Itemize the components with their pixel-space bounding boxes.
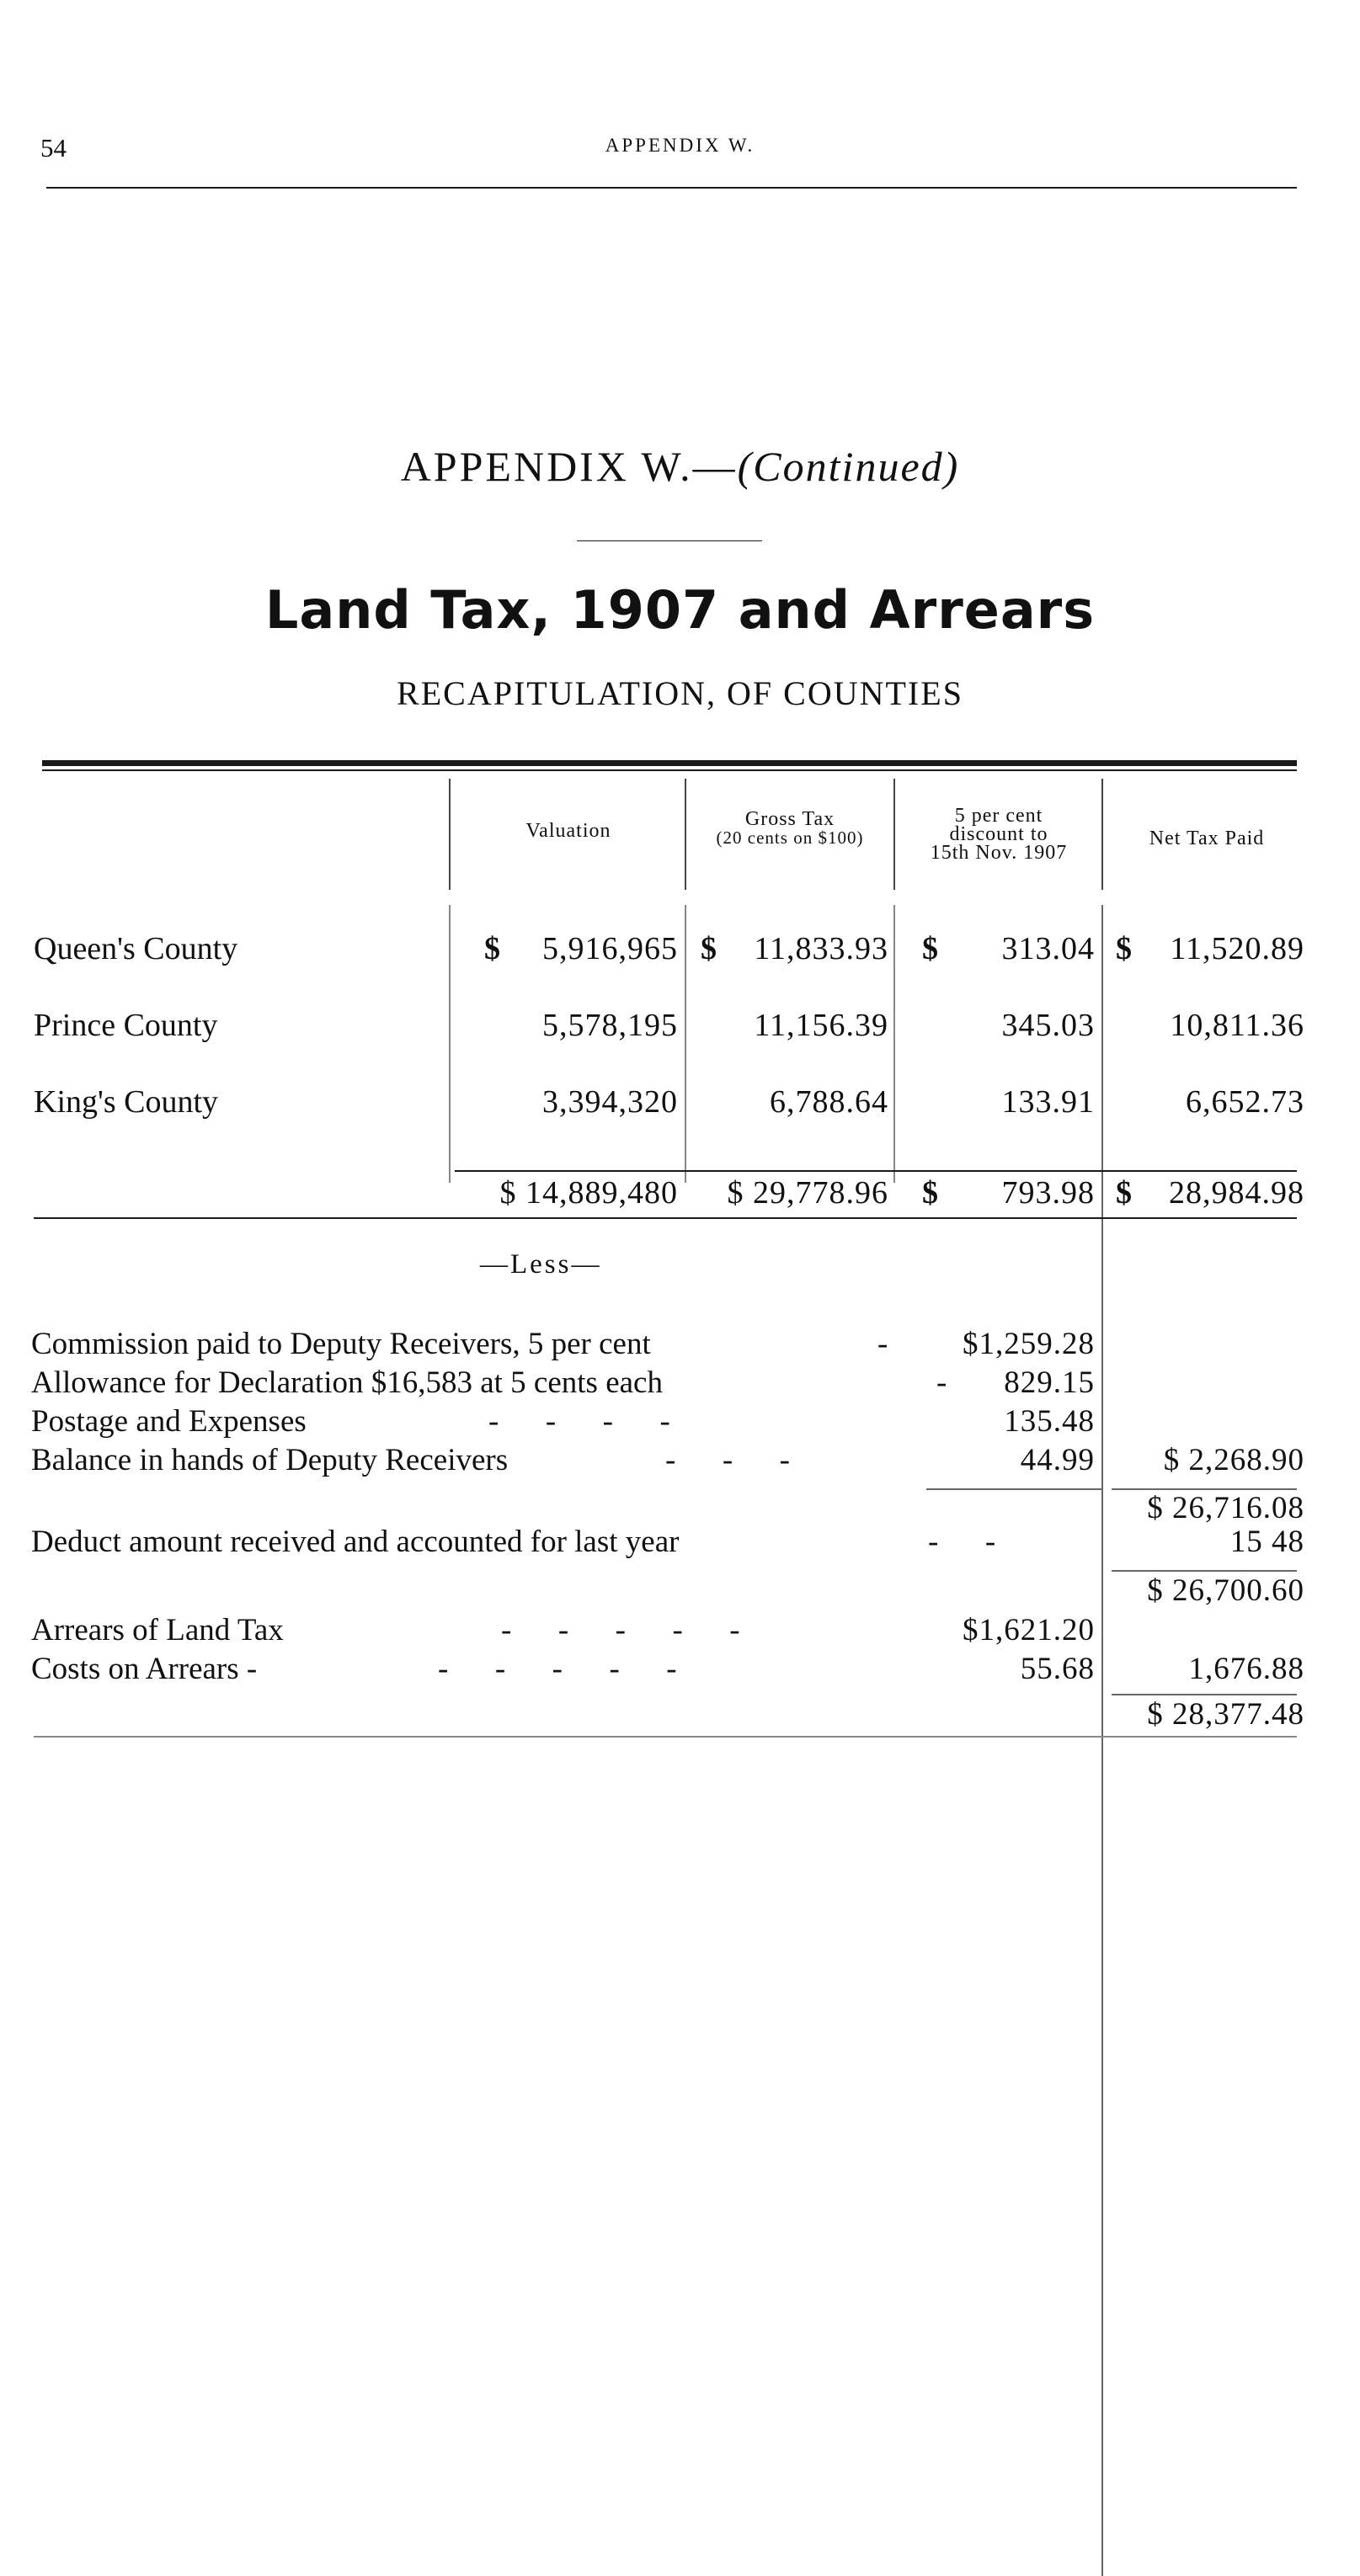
continued-label: (Continued)	[737, 443, 960, 490]
grand-total-rule	[1112, 1694, 1297, 1695]
cell-valuation: 5,916,965	[542, 931, 678, 966]
page-subtitle: RECAPITULATION, OF COUNTIES	[397, 674, 963, 712]
less-item-leader: -	[936, 1365, 947, 1400]
col-header-valuation: Valuation	[525, 820, 611, 842]
costs-amount: 55.68	[1020, 1652, 1095, 1686]
body-divider-2	[685, 905, 686, 1183]
less-item-leader: -	[877, 1327, 888, 1361]
less-item-leader: - - - -	[488, 1404, 670, 1439]
cell-gross-tax: 6,788.64	[770, 1084, 888, 1120]
less-subtotal: $ 2,268.90	[1163, 1443, 1304, 1477]
col-divider-3	[893, 779, 895, 890]
less-item-text: Commission paid to Deputy Receivers, 5 per cent	[31, 1327, 651, 1361]
col-header-net-tax: Net Tax Paid	[1149, 828, 1265, 849]
heading-divider	[577, 540, 762, 541]
table-top-rule	[42, 760, 1297, 766]
less-item-text: Allowance for Declaration $16,583 at 5 cents each	[31, 1365, 663, 1400]
after-less-amount: $ 26,716.08	[1147, 1491, 1304, 1525]
less-label: —Less—	[480, 1249, 602, 1280]
deduct-amount: 15 48	[1229, 1525, 1304, 1559]
cell-discount: 313.04	[1001, 931, 1095, 966]
arrears-amount: $1,621.20	[963, 1613, 1095, 1647]
row-county-queens: Queen's County	[34, 931, 238, 966]
currency-sign: $	[484, 931, 500, 966]
cell-discount: 133.91	[1001, 1084, 1095, 1120]
less-item-amount: 135.48	[1004, 1404, 1095, 1439]
row-county-kings: King's County	[34, 1084, 219, 1120]
page-number: 54	[40, 133, 67, 162]
arrears-leader: - - - - -	[501, 1613, 740, 1647]
currency-sign: $	[1116, 1175, 1132, 1211]
cell-net-tax: 10,811.36	[1170, 1008, 1304, 1043]
table-top-rule-thin	[42, 769, 1297, 771]
less-item-text: Balance in hands of Deputy Receivers	[31, 1443, 509, 1477]
table-bottom-rule	[34, 1217, 1297, 1219]
running-head: APPENDIX W.	[605, 135, 755, 156]
cell-valuation: 3,394,320	[542, 1084, 678, 1120]
grand-total: $ 28,377.48	[1147, 1697, 1304, 1732]
totals-rule	[455, 1170, 1297, 1172]
currency-sign: $	[922, 931, 938, 966]
less-item-amount: 44.99	[1020, 1443, 1095, 1477]
body-divider-1	[449, 905, 451, 1183]
less-item-amount: 829.15	[1004, 1365, 1095, 1400]
col-divider-1	[449, 779, 451, 890]
currency-sign: $	[922, 1175, 938, 1211]
header-rule	[46, 187, 1297, 189]
body-divider-3	[893, 905, 895, 1183]
after-deduct-amount: $ 26,700.60	[1147, 1573, 1304, 1608]
less-item-text: Postage and Expenses	[31, 1404, 307, 1439]
total-discount: 793.98	[1001, 1175, 1095, 1211]
arrears-text: Arrears of Land Tax	[31, 1613, 284, 1647]
costs-leader: - - - - -	[438, 1652, 677, 1686]
subtotal-rule	[926, 1488, 1103, 1490]
cell-gross-tax: 11,833.93	[754, 931, 888, 966]
total-gross-tax: $ 29,778.96	[727, 1175, 888, 1211]
cell-net-tax: 6,652.73	[1186, 1084, 1304, 1120]
col-header-discount: 5 per cent discount to 15th Nov. 1907	[930, 805, 1068, 864]
cell-net-tax: 11,520.89	[1170, 931, 1304, 966]
less-item-leader: - - -	[665, 1443, 790, 1477]
currency-sign: $	[1116, 931, 1132, 966]
costs-text: Costs on Arrears -	[31, 1652, 258, 1686]
col-divider-2	[685, 779, 686, 890]
cell-discount: 345.03	[1001, 1008, 1095, 1043]
total-valuation: $ 14,889,480	[499, 1175, 678, 1211]
section-bottom-rule	[34, 1736, 1297, 1738]
body-divider-4	[1101, 905, 1103, 2576]
col-divider-4	[1101, 779, 1103, 890]
col-header-gross-tax: Gross Tax (20 cents on $100)	[716, 808, 864, 848]
row-county-prince: Prince County	[34, 1008, 218, 1043]
arrears-total: 1,676.88	[1188, 1652, 1304, 1686]
cell-gross-tax: 11,156.39	[754, 1008, 888, 1043]
page-title: Land Tax, 1907 and Arrears	[264, 579, 1096, 641]
currency-sign: $	[701, 931, 717, 966]
less-item-amount: $1,259.28	[963, 1327, 1095, 1361]
total-net-tax: 28,984.98	[1169, 1175, 1304, 1211]
deduct-text: Deduct amount received and accounted for last year	[31, 1525, 680, 1559]
deduct-leader: - -	[928, 1525, 996, 1559]
deduct-rule	[1112, 1570, 1297, 1572]
appendix-label: APPENDIX W.—	[400, 443, 738, 490]
cell-valuation: 5,578,195	[542, 1008, 678, 1043]
appendix-heading	[0, 442, 1360, 491]
